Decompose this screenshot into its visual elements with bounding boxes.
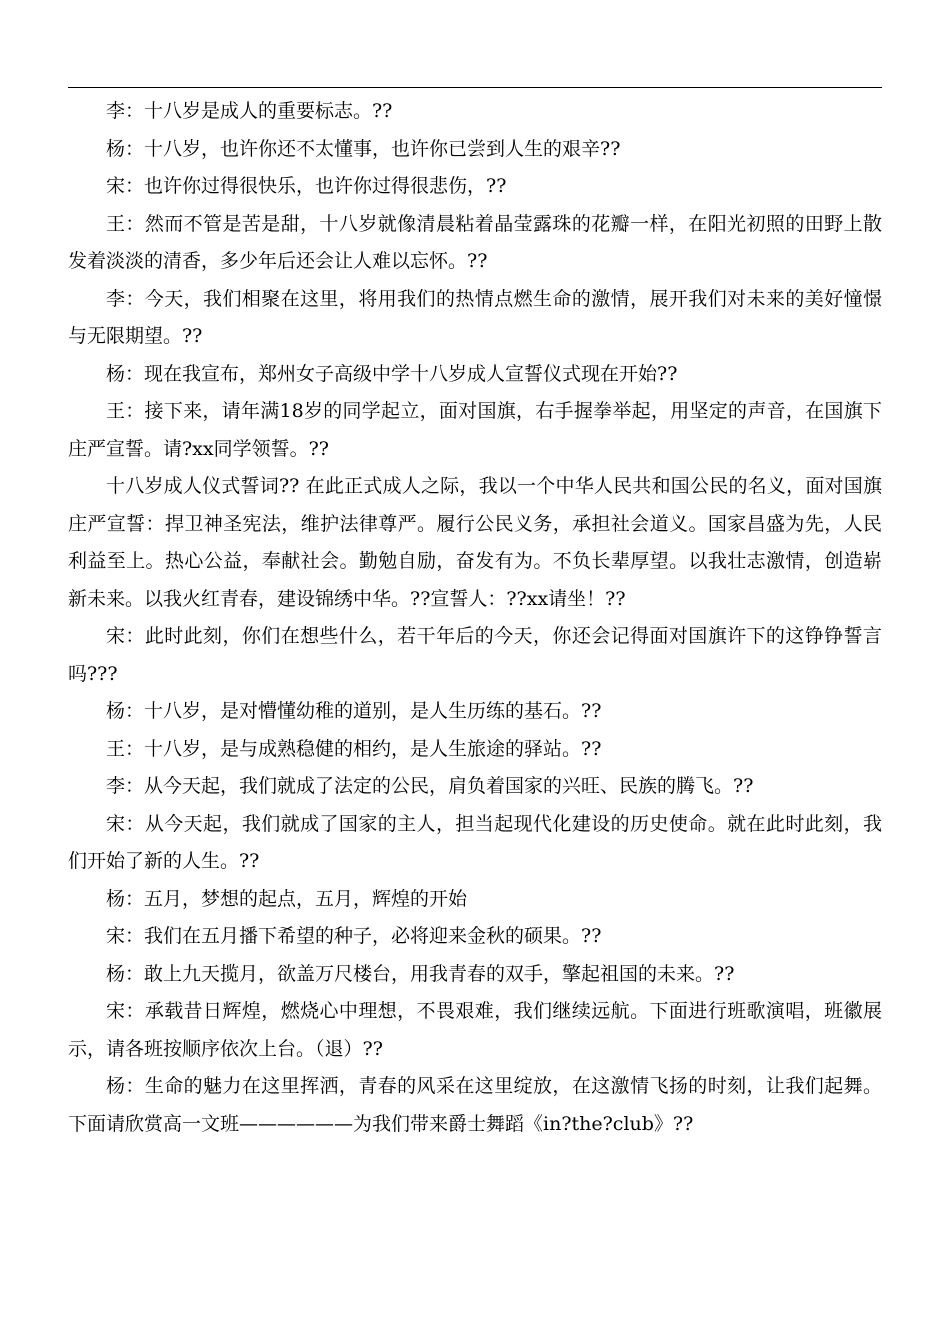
paragraph: 王：十八岁，是与成熟稳健的相约，是人生旅途的驿站。??	[106, 737, 602, 760]
header-rule	[68, 87, 882, 88]
paragraph: 宋：我们在五月播下希望的种子，必将迎来金秋的硕果。??	[106, 925, 602, 947]
paragraph: 杨：十八岁，也许你还不太懂事，也许你已尝到人生的艰辛??	[106, 137, 621, 160]
paragraph: 十八岁成人仪式誓词?? 在此正式成人之际，我以一个中华人民共和国公民的名义，面对国旗庄严宣誓：捍卫神圣宪法，维护法律尊严。履行公民义务，承担社会道义。国家昌盛为先，人民利益至上。热心公益，奉献社会。勤勉自励，奋发有为。不负长辈厚望。以我壮志激情，创造崭新未来。以我火红青春，建设锦绣中华。??宣誓人：??xx请坐！??	[68, 475, 882, 610]
paragraph: 宋：此时此刻，你们在想些什么，若干年后的今天，你还会记得面对国旗许下的这铮铮誓言吗???	[68, 625, 882, 685]
paragraph: 宋：也许你过得很快乐，也许你过得很悲伤，??	[106, 175, 507, 197]
paragraph: 李：今天，我们相聚在这里，将用我们的热情点燃生命的激情，展开我们对未来的美好憧憬与无限期望。??	[68, 287, 882, 347]
paragraph: 王：接下来，请年满18岁的同学起立，面对国旗，右手握拳举起，用坚定的声音，在国旗下庄严宣誓。请?xx同学领誓。??	[68, 400, 882, 460]
paragraph: 宋：承载昔日辉煌，燃烧心中理想，不畏艰难，我们继续远航。下面进行班歌演唱，班徽展示，请各班按顺序依次上台。（退）??	[68, 1000, 882, 1060]
paragraph: 杨：十八岁，是对懵懂幼稚的道别，是人生历练的基石。??	[106, 700, 602, 722]
paragraph: 宋：从今天起，我们就成了国家的主人，担当起现代化建设的历史使命。就在此时此刻，我们开始了新的人生。??	[68, 812, 882, 872]
paragraph: 李：从今天起，我们就成了法定的公民，肩负着国家的兴旺、民族的腾飞。??	[106, 775, 754, 797]
paragraph: 杨：现在我宣布，郑州女子高级中学十八岁成人宣誓仪式现在开始??	[106, 362, 678, 385]
document-body	[68, 93, 882, 1143]
paragraph: 王：然而不管是苦是甜，十八岁就像清晨粘着晶莹露珠的花瓣一样，在阳光初照的田野上散发着淡淡的清香，多少年后还会让人难以忘怀。??	[68, 212, 882, 272]
paragraph: 杨：敢上九天揽月，欲盖万尺楼台，用我青春的双手，擎起祖国的未来。??	[106, 962, 735, 985]
paragraph: 李：十八岁是成人的重要标志。??	[106, 100, 393, 122]
paragraph: 杨：五月，梦想的起点，五月，辉煌的开始	[106, 887, 468, 910]
paragraph: 杨：生命的魅力在这里挥洒，青春的风采在这里绽放，在这激情飞扬的时刻，让我们起舞。下面请欣赏高一文班——————为我们带来爵士舞蹈《in?the?club》??	[68, 1075, 882, 1135]
